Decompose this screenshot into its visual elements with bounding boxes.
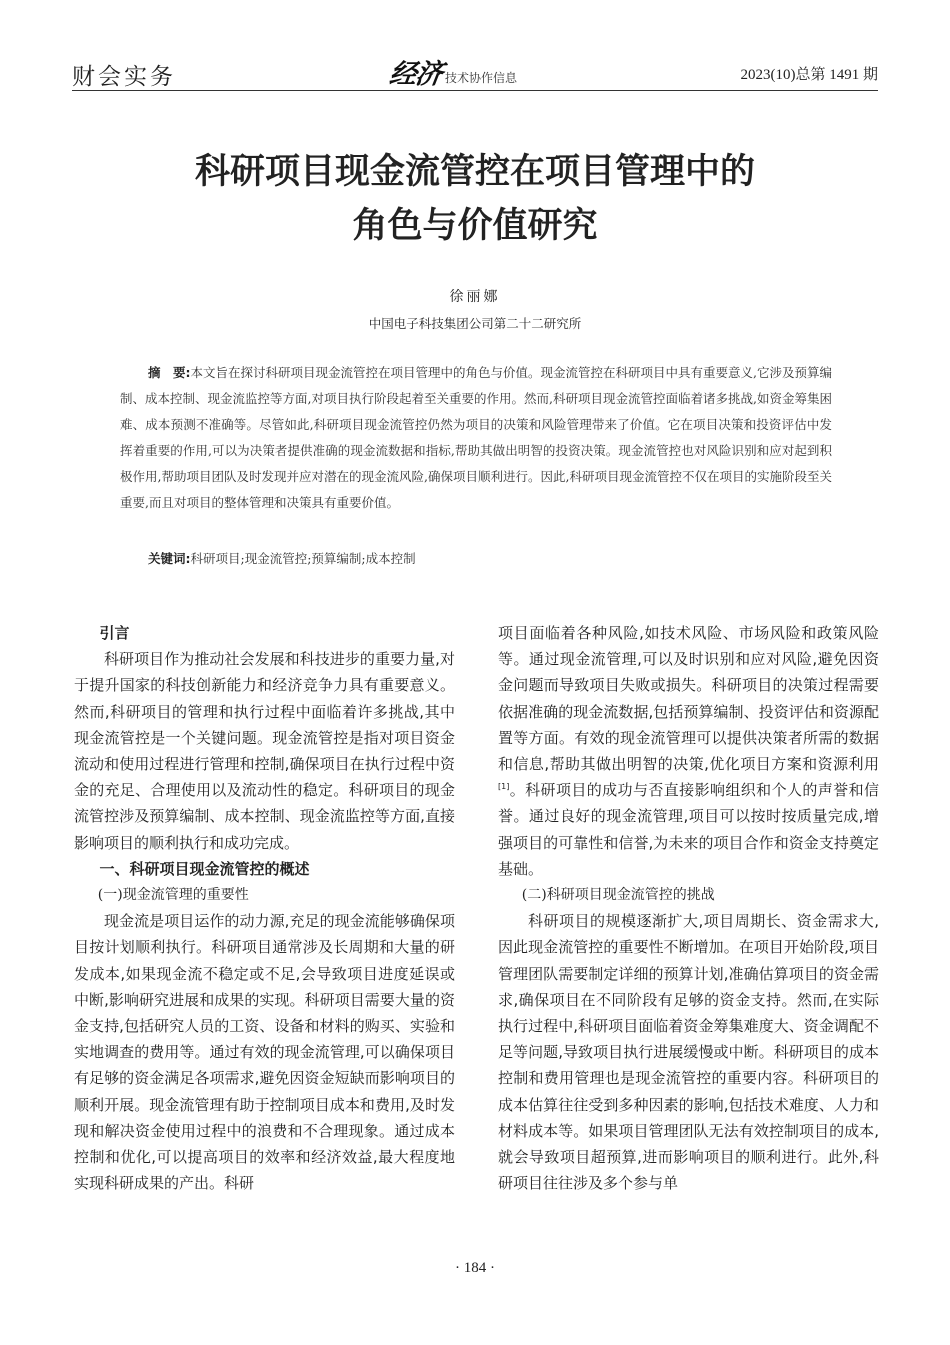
page-number: · 184 · <box>455 1260 495 1276</box>
intro-heading: 引言 <box>99 624 130 642</box>
section-label: 财会实务 <box>72 64 176 90</box>
author-name: 徐丽娜 <box>449 289 501 305</box>
subsection-2-paragraph: 科研项目的规模逐渐扩大,项目周期长、资金需求大,因此现金流管控的重要性不断增加。在项目开始阶段,项目管理团队需要制定详细的预算计划,准确估算项目的资金需求,确保项目在不同阶段有足够的资金支持。然而,在实际执行过程中,科研项目面临着资金筹集难度大、资金调配不足等问题,导致项目执行进展缓慢或中断。科研项目的成本控制和费用管理也是现金流管控的重要内容。科研项目的成本估算往往受到多种因素的影响,包括技术难度、人力和材料成本等。如果项目管理团队无法有效控制项目的成本,就会导致项目超预算,进而影响项目的顺利进行。此外,科研项目往往涉及多个参与单 <box>498 912 879 1193</box>
citation-ref: [1] <box>498 782 510 792</box>
author-affiliation: 中国电子科技集团公司第二十二研究所 <box>368 316 582 331</box>
continued-text-b: 。科研项目的成功与否直接影响组织和个人的声誉和信誉。通过良好的现金流管理,项目可以按时按质量完成,增强项目的可靠性和信誉,为未来的项目合作和资金支持奠定基础。 <box>498 781 879 878</box>
keywords-label: 关键词: <box>148 551 191 566</box>
journal-logo <box>387 52 518 91</box>
logo-subtitle: 技术协作信息 <box>445 71 518 85</box>
issue-info: 2023(10)总第 1491 期 <box>740 67 878 83</box>
running-header <box>72 58 878 91</box>
abstract-label: 摘 要: <box>148 365 191 380</box>
title-line-1: 科研项目现金流管控在项目管理中的 <box>194 152 755 192</box>
abstract <box>120 360 832 516</box>
subsection-1-paragraph: 现金流是项目运作的动力源,充足的现金流能够确保项目按计划顺利执行。科研项目通常涉及长周期和大量的研发成本,如果现金流不稳定或不足,会导致项目进度延误或中断,影响研究进展和成果的实现。科研项目需要大量的资金支持,包括研究人员的工资、设备和材料的购买、实验和实地调查的费用等。通过有效的现金流管理,可以确保项目有足够的资金满足各项需求,避免因资金短缺而影响项目的顺利开展。现金流管理有助于控制项目成本和费用,及时发现和解决资金使用过程中的浪费和不合理现象。通过成本控制和优化,可以提高项目的效率和经济效益,最大程度地实现科研成果的产出。科研 <box>74 912 455 1193</box>
body-column-left <box>74 620 455 1196</box>
section-1-heading: 一、科研项目现金流管控的概述 <box>99 859 310 878</box>
subsection-1-heading: (一)现金流管理的重要性 <box>97 887 249 904</box>
keywords-text: 科研项目;现金流管控;预算编制;成本控制 <box>190 551 416 566</box>
logo-text: 经济 <box>387 59 444 90</box>
subsection-2-heading: (二)科研项目现金流管控的挑战 <box>521 887 715 904</box>
keywords <box>148 549 416 567</box>
continued-paragraph <box>498 620 879 882</box>
body-column-right <box>498 620 879 1196</box>
continued-text-a: 项目面临着各种风险,如技术风险、市场风险和政策风险等。通过现金流管理,可以及时识别和应对风险,避免因资金问题而导致项目失败或损失。科研项目的决策过程需要依据准确的现金流数据,包括预算编制、投资评估和资源配置等方面。有效的现金流管理可以提供决策者所需的数据和信息,帮助其做出明智的决策,优化项目方案和资源利用 <box>498 624 879 774</box>
title-line-2: 角色与价值研究 <box>352 206 598 246</box>
intro-paragraph: 科研项目作为推动社会发展和科技进步的重要力量,对于提升国家的科技创新能力和经济竞争力具有重要意义。然而,科研项目的管理和执行过程中面临着许多挑战,其中现金流管控是一个关键问题。现金流管控是指对项目资金流动和使用过程进行管理和控制,确保项目在执行过程中资金的充足、合理使用以及流动性的稳定。科研项目的现金流管控涉及预算编制、成本控制、现金流监控等方面,直接影响项目的顺利执行和成功完成。 <box>74 650 455 852</box>
article-title <box>0 145 950 253</box>
abstract-text: 本文旨在探讨科研项目现金流管控在项目管理中的角色与价值。现金流管控在科研项目中具有重要意义,它涉及预算编制、成本控制、现金流监控等方面,对项目执行阶段起着至关重要的作用。然而,科研项目现金流管控面临着诸多挑战,如资金筹集困难、成本预测不准确等。尽管如此,科研项目现金流管控仍然为项目的决策和风险管理带来了价值。它在项目决策和投资评估中发挥着重要的作用,可以为决策者提供准确的现金流数据和指标,帮助其做出明智的投资决策。现金流管控也对风险识别和应对起到积极作用,帮助项目团队及时发现并应对潜在的现金流风险,确保项目顺利进行。因此,科研项目现金流管控不仅在项目的实施阶段至关重要,而且对项目的整体管理和决策具有重要价值。 <box>120 365 832 510</box>
